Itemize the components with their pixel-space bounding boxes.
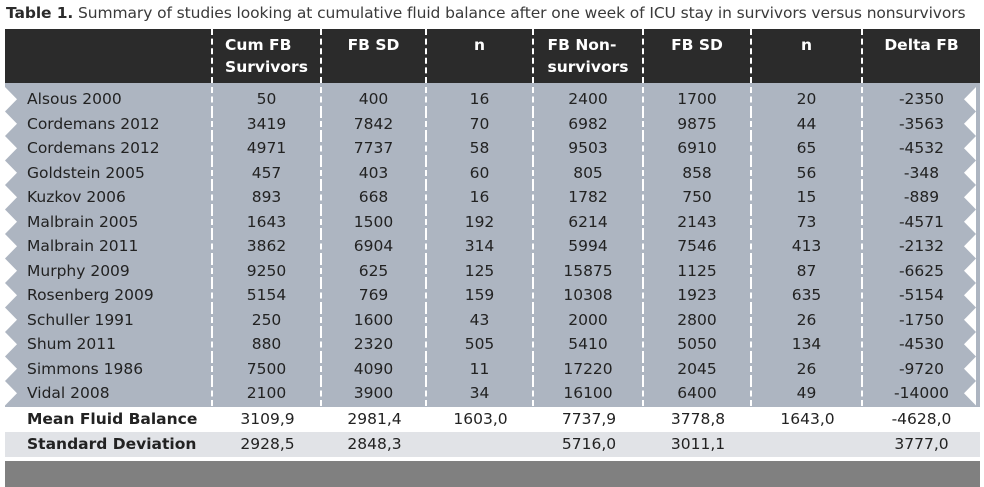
column-header-line1: Cum FB [225, 36, 292, 54]
summary-value: -4628,0 [891, 409, 952, 428]
value-cell: 44 [752, 112, 863, 137]
table-row [5, 332, 980, 357]
value-cell: -2132 [898, 237, 945, 256]
value-cell: -889 [903, 188, 940, 207]
value-cell: 2000 [534, 308, 644, 333]
column-header-4 [534, 29, 644, 83]
value-cell: 3900 [322, 381, 427, 406]
value-cell: 6904 [322, 234, 427, 259]
study-name-cell: Vidal 2008 [5, 381, 213, 406]
column-header-0 [5, 29, 213, 83]
value-cell: -4532 [898, 139, 945, 158]
value-cell: 6910 [644, 136, 752, 161]
value-cell: 2400 [534, 87, 644, 112]
column-header-line2: survivors [547, 58, 629, 76]
table-row [5, 112, 980, 137]
value-cell: 1600 [322, 308, 427, 333]
table-body [5, 83, 980, 407]
value-cell: -3563 [898, 114, 945, 133]
study-name-cell: Alsous 2000 [5, 87, 213, 112]
table-row [5, 283, 980, 308]
value-cell: 880 [213, 332, 322, 357]
study-name-cell: Kuzkov 2006 [5, 185, 213, 210]
summary-value: 3011,1 [670, 434, 726, 453]
summary-label: Standard Deviation [27, 434, 197, 453]
value-cell: -4530 [898, 335, 945, 354]
summary-value: 1603,0 [453, 409, 508, 428]
table-row [5, 259, 980, 284]
value-cell: 2800 [644, 308, 752, 333]
column-header-line1: FB SD [671, 36, 723, 54]
value-cell: 192 [427, 210, 534, 235]
value-cell: 2320 [322, 332, 427, 357]
value-cell: 60 [427, 161, 534, 186]
table-row [5, 308, 980, 333]
value-cell: -348 [903, 163, 940, 182]
value-cell: 49 [752, 381, 863, 406]
summary-value: 1643,0 [780, 409, 835, 428]
left-zigzag-edge [5, 83, 23, 407]
table-row [5, 381, 980, 406]
right-zigzag-edge [962, 83, 980, 407]
table-caption [6, 4, 965, 22]
value-cell: 1500 [322, 210, 427, 235]
value-cell: 7546 [644, 234, 752, 259]
value-cell: 2045 [644, 357, 752, 382]
column-header-5 [644, 29, 752, 83]
value-cell: 5410 [534, 332, 644, 357]
table-header [5, 29, 980, 83]
study-name-cell: Schuller 1991 [5, 308, 213, 333]
value-cell: 668 [322, 185, 427, 210]
value-cell: 413 [752, 234, 863, 259]
summary-value: 2848,3 [347, 434, 402, 453]
value-cell: 17220 [534, 357, 644, 382]
value-cell: 400 [322, 87, 427, 112]
column-header-6 [752, 29, 863, 83]
summary-value: 2981,4 [347, 409, 402, 428]
value-cell: 43 [427, 308, 534, 333]
value-cell: -14000 [894, 384, 949, 403]
value-cell: 26 [752, 308, 863, 333]
study-name-cell: Malbrain 2011 [5, 234, 213, 259]
value-cell: 159 [427, 283, 534, 308]
table-footer-bar [5, 461, 980, 487]
value-cell: 70 [427, 112, 534, 137]
value-cell: 6982 [534, 112, 644, 137]
value-cell: 16 [427, 185, 534, 210]
value-cell: 805 [534, 161, 644, 186]
value-cell: 10308 [534, 283, 644, 308]
value-cell: 5154 [213, 283, 322, 308]
column-header-line1: Delta FB [884, 36, 959, 54]
value-cell: 26 [752, 357, 863, 382]
value-cell: 1700 [644, 87, 752, 112]
value-cell: 893 [213, 185, 322, 210]
value-cell: 403 [322, 161, 427, 186]
column-header-3 [427, 29, 534, 83]
value-cell: 16 [427, 87, 534, 112]
summary-value: 3109,9 [240, 409, 295, 428]
value-cell: -5154 [898, 286, 945, 305]
value-cell: 50 [213, 87, 322, 112]
caption-text: Summary of studies looking at cumulative fluid balance after one week of ICU stay in survivors versus nonsurvivors [73, 4, 966, 22]
table-row [5, 87, 980, 112]
value-cell: 314 [427, 234, 534, 259]
column-header-7 [863, 29, 980, 83]
value-cell: 2100 [213, 381, 322, 406]
study-name-cell: Malbrain 2005 [5, 210, 213, 235]
value-cell: 65 [752, 136, 863, 161]
value-cell: 1782 [534, 185, 644, 210]
table-row [5, 185, 980, 210]
study-name-cell: Cordemans 2012 [5, 136, 213, 161]
value-cell: 7500 [213, 357, 322, 382]
caption-label: Table 1. [6, 4, 74, 22]
column-header-line1: n [473, 36, 486, 54]
column-header-2 [322, 29, 427, 83]
study-name-cell: Shum 2011 [5, 332, 213, 357]
value-cell: 505 [427, 332, 534, 357]
summary-table [5, 29, 980, 487]
value-cell: 5050 [644, 332, 752, 357]
value-cell: 6400 [644, 381, 752, 406]
value-cell: 457 [213, 161, 322, 186]
table-row [5, 234, 980, 259]
value-cell: 15875 [534, 259, 644, 284]
value-cell: 9250 [213, 259, 322, 284]
summary-value: 5716,0 [561, 434, 617, 453]
mean-row [5, 407, 980, 432]
column-header-1 [213, 29, 322, 83]
value-cell: 87 [752, 259, 863, 284]
value-cell: 56 [752, 161, 863, 186]
value-cell: 1643 [213, 210, 322, 235]
value-cell: 2143 [644, 210, 752, 235]
value-cell: -2350 [898, 90, 945, 109]
study-name-cell: Rosenberg 2009 [5, 283, 213, 308]
study-name-cell: Goldstein 2005 [5, 161, 213, 186]
study-name-cell: Simmons 1986 [5, 357, 213, 382]
value-cell: 16100 [534, 381, 644, 406]
study-name-cell: Murphy 2009 [5, 259, 213, 284]
study-name-cell: Cordemans 2012 [5, 112, 213, 137]
table-row [5, 357, 980, 382]
table-row [5, 161, 980, 186]
summary-value: 3778,8 [670, 409, 726, 428]
column-header-line1: n [800, 36, 813, 54]
summary-value: 2928,5 [240, 434, 295, 453]
summary-value: 3777,0 [894, 434, 949, 453]
value-cell: 9503 [534, 136, 644, 161]
value-cell: 73 [752, 210, 863, 235]
value-cell: -6625 [898, 261, 945, 280]
value-cell: 3862 [213, 234, 322, 259]
column-header-line1: FB SD [347, 36, 400, 54]
value-cell: 134 [752, 332, 863, 357]
value-cell: -9720 [898, 359, 945, 378]
value-cell: 635 [752, 283, 863, 308]
value-cell: 7842 [322, 112, 427, 137]
value-cell: 7737 [322, 136, 427, 161]
value-cell: 4090 [322, 357, 427, 382]
value-cell: -1750 [898, 310, 945, 329]
table-row [5, 210, 980, 235]
summary-value: 7737,9 [561, 409, 617, 428]
value-cell: 5994 [534, 234, 644, 259]
value-cell: 1125 [644, 259, 752, 284]
sd-row [5, 432, 980, 457]
value-cell: 4971 [213, 136, 322, 161]
summary-value [427, 432, 534, 457]
value-cell: 125 [427, 259, 534, 284]
summary-value [752, 432, 863, 457]
value-cell: 15 [752, 185, 863, 210]
value-cell: 9875 [644, 112, 752, 137]
value-cell: 11 [427, 357, 534, 382]
table-row [5, 136, 980, 161]
column-header-line2: Survivors [225, 58, 308, 76]
summary-label: Mean Fluid Balance [27, 409, 198, 428]
value-cell: 750 [644, 185, 752, 210]
value-cell: 34 [427, 381, 534, 406]
value-cell: 3419 [213, 112, 322, 137]
column-header-line1: FB Non- [547, 36, 617, 54]
value-cell: 58 [427, 136, 534, 161]
value-cell: 6214 [534, 210, 644, 235]
value-cell: 625 [322, 259, 427, 284]
value-cell: 1923 [644, 283, 752, 308]
value-cell: 769 [322, 283, 427, 308]
value-cell: 20 [752, 87, 863, 112]
value-cell: 858 [644, 161, 752, 186]
value-cell: -4571 [898, 212, 945, 231]
value-cell: 250 [213, 308, 322, 333]
